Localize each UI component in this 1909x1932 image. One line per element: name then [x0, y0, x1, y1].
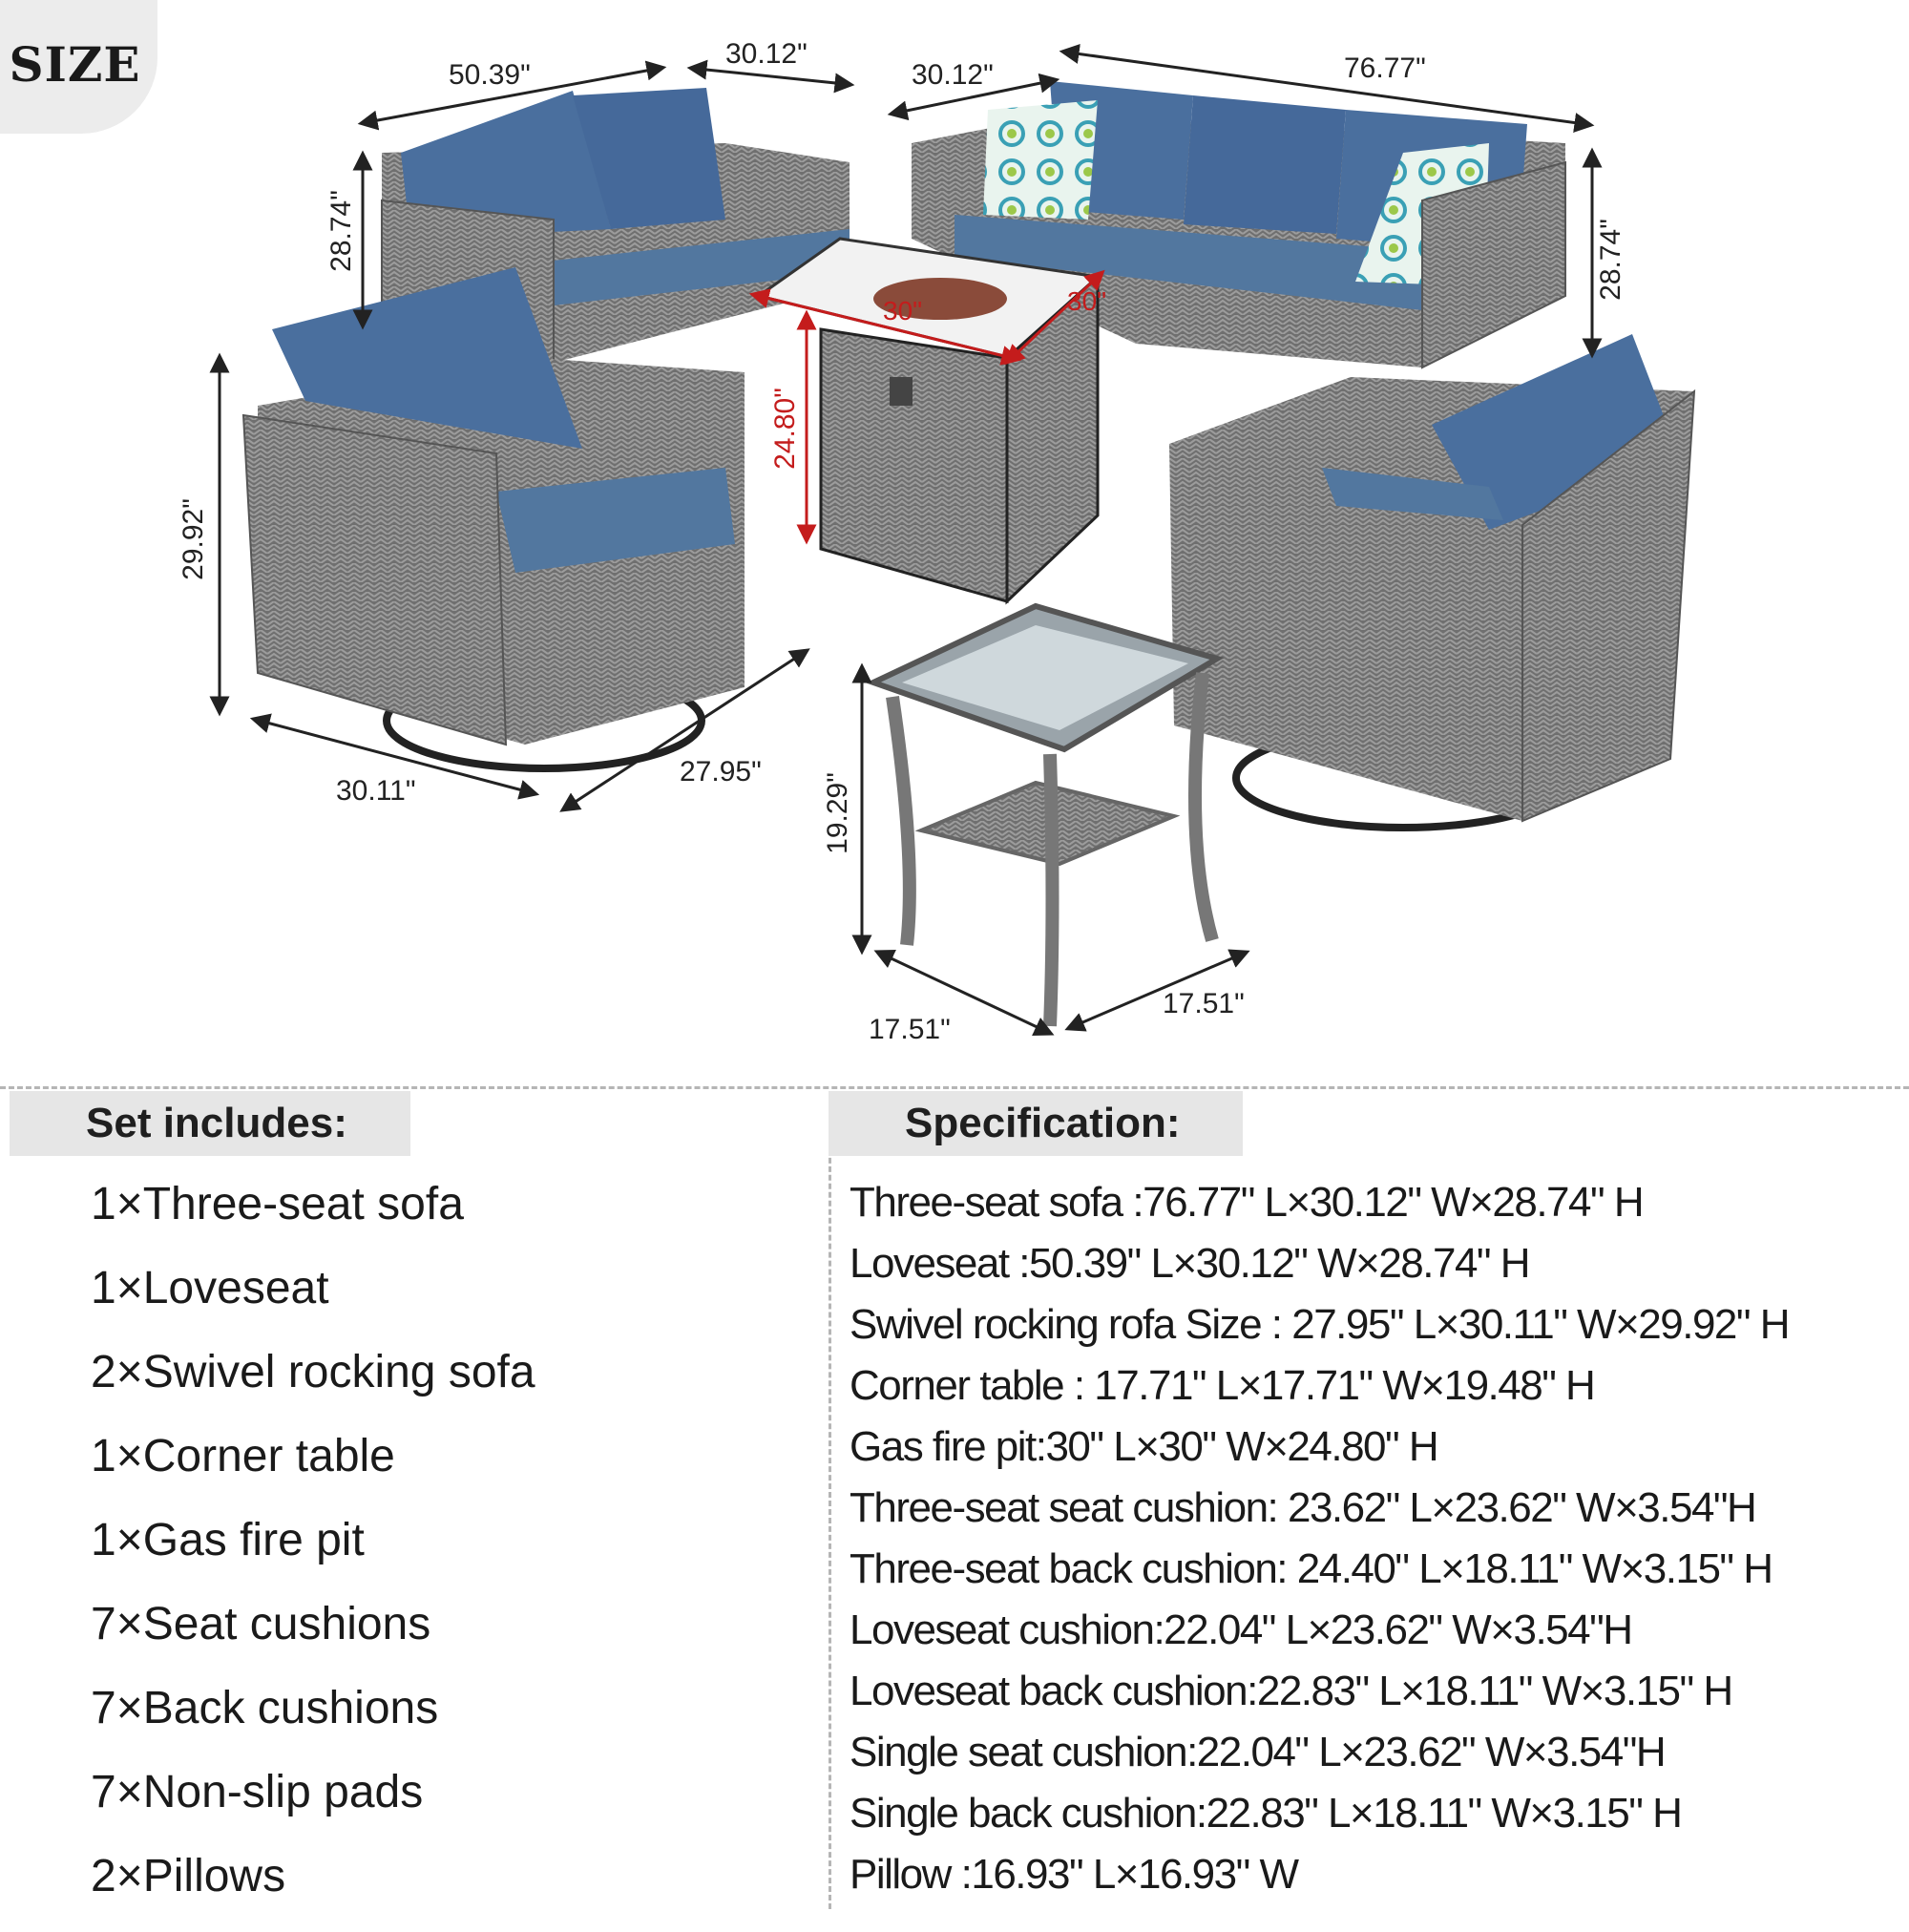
list-item: Three-seat sofa :76.77" L×30.12" W×28.74" H — [850, 1179, 1644, 1226]
specification-title: Specification: — [905, 1100, 1181, 1146]
list-item: 7×Non-slip pads — [91, 1767, 424, 1817]
set-includes-header — [10, 1091, 410, 1156]
sofa-height-label: 28.74" — [1594, 219, 1626, 301]
list-item: Pillow :16.93" L×16.93" W — [850, 1851, 1298, 1898]
firepit-height-label: 24.80" — [768, 388, 801, 470]
swivel-chair-right — [1169, 334, 1694, 828]
list-item: 1×Loveseat — [91, 1263, 329, 1313]
table-width-right-label: 17.51" — [1163, 988, 1245, 1019]
list-item: 1×Corner table — [91, 1431, 395, 1481]
specification-header — [829, 1091, 1243, 1156]
swivel-height-label: 29.92" — [177, 498, 209, 580]
sofa-depth-label: 30.12" — [912, 59, 994, 91]
loveseat-width-label: 50.39" — [449, 59, 531, 91]
column-divider — [829, 1098, 831, 1909]
list-item: Loveseat cushion:22.04" L×23.62" W×3.54"H — [850, 1606, 1632, 1653]
list-item: Single seat cushion:22.04" L×23.62" W×3.54"H — [850, 1729, 1666, 1775]
list-item: 2×Pillows — [91, 1851, 286, 1901]
list-item: 1×Three-seat sofa — [91, 1179, 464, 1229]
set-includes-title: Set includes: — [86, 1100, 347, 1146]
list-item: 7×Seat cushions — [91, 1599, 431, 1649]
list-item: Swivel rocking rofa Size : 27.95" L×30.11" W×29.92" H — [850, 1301, 1789, 1348]
list-item: Single back cushion:22.83" L×18.11" W×3.15" H — [850, 1790, 1682, 1837]
list-item: Corner table : 17.71" L×17.71" W×19.48" H — [850, 1362, 1595, 1409]
swivel-depth-label: 27.95" — [680, 756, 762, 788]
swivel-chair-left — [243, 267, 745, 768]
list-item: 2×Swivel rocking sofa — [91, 1347, 535, 1397]
pillow-left — [983, 100, 1098, 220]
section-divider — [0, 1086, 1909, 1089]
gas-fire-pit — [759, 239, 1098, 601]
loveseat-depth-label: 30.12" — [725, 38, 808, 70]
list-item: Three-seat back cushion: 24.40" L×18.11" W×3.15" H — [850, 1545, 1773, 1592]
table-height-label: 19.29" — [821, 772, 853, 854]
list-item: Gas fire pit:30" L×30" W×24.80" H — [850, 1423, 1438, 1470]
list-item: Loveseat back cushion:22.83" L×18.11" W×3.15" H — [850, 1668, 1732, 1714]
list-item: 7×Back cushions — [91, 1683, 439, 1733]
specification-list — [850, 1176, 1789, 1909]
list-item: Loveseat :50.39" L×30.12" W×28.74" H — [850, 1240, 1530, 1287]
firepit-length-label: 30" — [883, 296, 923, 326]
firepit-width-label: 30" — [1067, 286, 1107, 316]
sofa-width-label: 76.77" — [1344, 52, 1426, 84]
list-item: Three-seat seat cushion: 23.62" L×23.62" W×3.54"H — [850, 1484, 1756, 1531]
size-badge-label: SIZE — [9, 35, 141, 93]
loveseat-height-label: 28.74" — [325, 190, 357, 272]
list-item: 1×Gas fire pit — [91, 1515, 365, 1565]
table-width-left-label: 17.51" — [869, 1014, 951, 1045]
swivel-width-label: 30.11" — [336, 775, 416, 807]
set-includes-list — [91, 1176, 535, 1932]
corner-table — [873, 606, 1217, 1026]
